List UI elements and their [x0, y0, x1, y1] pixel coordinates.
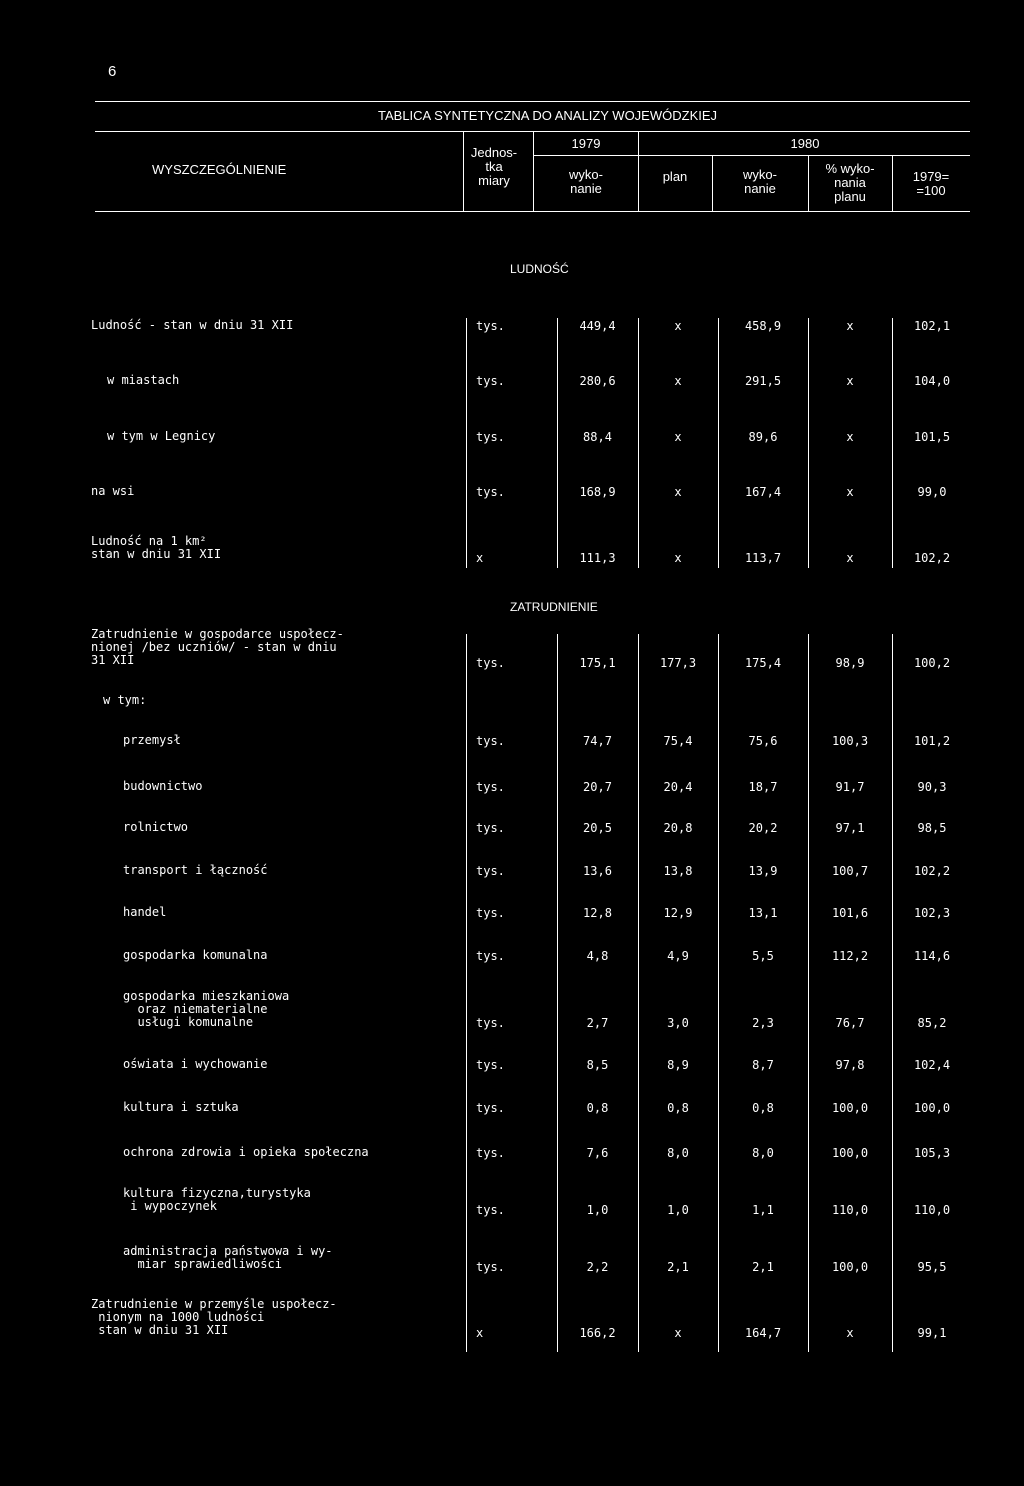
header-pct-plan: % wyko- nania planu — [825, 161, 875, 204]
row-label: oświata i wychowanie — [123, 1057, 268, 1071]
row-cell-pct: x — [846, 374, 854, 388]
row-cell-unit: tys. — [476, 949, 505, 963]
row-cell-plan: x — [674, 374, 682, 388]
row-cell-v1980: 0,8 — [752, 1101, 774, 1115]
row-cell-plan: x — [674, 551, 682, 565]
row-cell-idx: 99,1 — [917, 1326, 947, 1340]
row-label: handel — [123, 905, 167, 919]
row-cell-v1979: 20,7 — [583, 780, 612, 794]
row-cell-v1979: 7,6 — [586, 1146, 609, 1160]
header-year-1980: 1980 — [790, 136, 820, 151]
row-cell-pct: 101,6 — [831, 906, 869, 920]
row-cell-plan: 4,9 — [667, 949, 689, 963]
row-cell-v1979: 4,8 — [586, 949, 609, 963]
row-cell-idx: 114,6 — [913, 949, 951, 963]
row-cell-v1979: 1,0 — [586, 1203, 609, 1217]
row-cell-unit: x — [476, 1326, 484, 1340]
header-1979-wykonanie: wyko- nanie — [569, 167, 603, 196]
row-cell-v1979: 13,6 — [583, 864, 612, 878]
row-cell-v1980: 75,6 — [748, 734, 778, 748]
row-cell-plan: 177,3 — [659, 656, 697, 670]
row-cell-pct: x — [846, 1326, 854, 1340]
row-label: Zatrudnienie w gospodarce uspołecz- nionej /bez uczniów/ - stan w dniu 31 XII — [91, 627, 344, 667]
row-cell-pct: 100,0 — [831, 1146, 869, 1160]
header-plan: plan — [662, 169, 688, 184]
row-cell-pct: x — [846, 319, 854, 333]
page-number: 6 — [108, 63, 117, 80]
row-cell-idx: 90,3 — [917, 780, 947, 794]
row-cell-pct: 91,7 — [835, 780, 865, 794]
row-cell-plan: 12,9 — [663, 906, 693, 920]
row-cell-pct: 112,2 — [831, 949, 869, 963]
row-cell-v1980: 113,7 — [744, 551, 782, 565]
row-cell-unit: tys. — [476, 1101, 505, 1115]
row-label: w tym w Legnicy — [107, 429, 216, 443]
section-zatrudnienie: ZATRUDNIENIE — [510, 600, 598, 614]
row-cell-v1980: 8,0 — [752, 1146, 774, 1160]
row-cell-v1979: 8,5 — [586, 1058, 609, 1072]
row-cell-plan: 0,8 — [667, 1101, 689, 1115]
row-cell-v1979: 20,5 — [583, 821, 612, 835]
row-cell-v1979: 12,8 — [583, 906, 612, 920]
row-cell-idx: 100,2 — [913, 656, 951, 670]
header-year-1979: 1979 — [571, 136, 601, 151]
row-cell-v1979: 280,6 — [579, 374, 616, 388]
row-cell-unit: x — [476, 551, 484, 565]
row-label: kultura fizyczna,turystyka i wypoczynek — [123, 1186, 311, 1213]
row-cell-idx: 101,5 — [913, 430, 951, 444]
row-cell-unit: tys. — [476, 864, 505, 878]
row-cell-plan: 20,8 — [663, 821, 693, 835]
row-cell-plan: x — [674, 430, 682, 444]
row-cell-v1980: 167,4 — [744, 485, 782, 499]
row-label: transport i łączność — [123, 863, 268, 877]
row-label: budownictwo — [123, 779, 203, 793]
row-cell-unit: tys. — [476, 656, 505, 670]
row-cell-pct: 97,1 — [835, 821, 865, 835]
row-cell-v1980: 175,4 — [744, 656, 782, 670]
row-cell-plan: x — [674, 485, 682, 499]
row-label: w tym: — [103, 693, 147, 707]
row-label: gospodarka mieszkaniowa oraz niematerialne usługi komunalne — [123, 989, 290, 1029]
header-bottom-rule — [95, 211, 970, 212]
row-cell-v1980: 164,7 — [744, 1326, 782, 1340]
row-cell-unit: tys. — [476, 1058, 505, 1072]
row-cell-v1980: 20,2 — [748, 821, 778, 835]
row-cell-idx: 105,3 — [913, 1146, 951, 1160]
row-cell-v1980: 13,9 — [748, 864, 778, 878]
row-label: administracja państwowa i wy- miar sprawiedliwości — [123, 1244, 333, 1271]
row-label: w miastach — [107, 373, 180, 387]
row-cell-v1980: 5,5 — [752, 949, 774, 963]
row-cell-v1979: 168,9 — [579, 485, 616, 499]
row-cell-unit: tys. — [476, 319, 505, 333]
row-cell-unit: tys. — [476, 485, 505, 499]
row-cell-pct: 100,0 — [831, 1101, 869, 1115]
row-cell-pct: 97,8 — [835, 1058, 865, 1072]
row-label: przemysł — [123, 733, 181, 747]
row-cell-idx: 102,1 — [913, 319, 951, 333]
row-cell-pct: 100,0 — [831, 1260, 869, 1274]
row-cell-v1979: 2,2 — [586, 1260, 609, 1274]
row-cell-idx: 100,0 — [913, 1101, 951, 1115]
header-1980-wykonanie: wyko- nanie — [743, 167, 777, 196]
header-index: 1979= =100 — [912, 169, 950, 198]
row-cell-idx: 95,5 — [917, 1260, 947, 1274]
row-cell-unit: tys. — [476, 1260, 505, 1274]
row-cell-idx: 104,0 — [913, 374, 951, 388]
row-cell-plan: 3,0 — [667, 1016, 689, 1030]
row-cell-v1979: 175,1 — [579, 656, 616, 670]
row-cell-plan: 1,0 — [667, 1203, 689, 1217]
row-cell-plan: x — [674, 319, 682, 333]
row-cell-idx: 101,2 — [913, 734, 951, 748]
row-cell-v1979: 2,7 — [586, 1016, 609, 1030]
row-cell-pct: x — [846, 430, 854, 444]
row-cell-v1979: 0,8 — [586, 1101, 609, 1115]
row-cell-idx: 98,5 — [917, 821, 947, 835]
row-cell-unit: tys. — [476, 430, 505, 444]
header-col-unit: Jednos- tka miary — [470, 145, 518, 188]
row-cell-plan: 8,0 — [667, 1146, 689, 1160]
row-label: Ludność - stan w dniu 31 XII — [91, 318, 294, 332]
row-cell-plan: 2,1 — [667, 1260, 689, 1274]
row-cell-unit: tys. — [476, 734, 505, 748]
page-title: TABLICA SYNTETYCZNA DO ANALIZY WOJEWÓDZKIEJ — [378, 108, 718, 123]
row-cell-pct: 110,0 — [831, 1203, 869, 1217]
row-cell-v1980: 18,7 — [748, 780, 778, 794]
row-cell-plan: 13,8 — [663, 864, 693, 878]
row-cell-idx: 102,3 — [913, 906, 951, 920]
row-cell-v1980: 13,1 — [748, 906, 778, 920]
header-col-desc: WYSZCZEGÓLNIENIE — [152, 162, 287, 177]
row-cell-unit: tys. — [476, 374, 505, 388]
row-cell-v1980: 458,9 — [744, 319, 782, 333]
row-label: gospodarka komunalna — [123, 948, 268, 962]
row-cell-v1980: 2,1 — [752, 1260, 774, 1274]
row-cell-idx: 110,0 — [913, 1203, 951, 1217]
row-cell-plan: 20,4 — [663, 780, 693, 794]
row-cell-idx: 99,0 — [917, 485, 947, 499]
row-cell-v1980: 291,5 — [744, 374, 782, 388]
row-label: ochrona zdrowia i opieka społeczna — [123, 1145, 369, 1159]
row-cell-v1980: 8,7 — [752, 1058, 774, 1072]
row-cell-idx: 102,2 — [913, 551, 951, 565]
row-cell-unit: tys. — [476, 1016, 505, 1030]
row-cell-pct: x — [846, 551, 854, 565]
row-label: rolnictwo — [123, 820, 189, 834]
row-cell-pct: x — [846, 485, 854, 499]
row-cell-plan: x — [674, 1326, 682, 1340]
top-rule — [95, 101, 970, 102]
row-cell-pct: 100,3 — [831, 734, 869, 748]
row-cell-unit: tys. — [476, 780, 505, 794]
row-cell-pct: 100,7 — [831, 864, 869, 878]
row-label: kultura i sztuka — [123, 1100, 239, 1114]
row-cell-v1979: 74,7 — [583, 734, 612, 748]
row-cell-plan: 75,4 — [663, 734, 693, 748]
row-label: Ludność na 1 km² stan w dniu 31 XII — [91, 534, 222, 561]
row-cell-unit: tys. — [476, 1203, 505, 1217]
section-ludnosc: LUDNOŚĆ — [510, 262, 569, 276]
row-cell-v1979: 166,2 — [579, 1326, 616, 1340]
row-cell-plan: 8,9 — [667, 1058, 689, 1072]
row-cell-v1980: 2,3 — [752, 1016, 774, 1030]
row-label: Zatrudnienie w przemyśle uspołecz- nionym na 1000 ludności stan w dniu 31 XII — [91, 1297, 337, 1337]
row-cell-idx: 102,4 — [913, 1058, 951, 1072]
row-cell-idx: 102,2 — [913, 864, 951, 878]
row-cell-v1979: 449,4 — [579, 319, 616, 333]
row-cell-pct: 76,7 — [835, 1016, 865, 1030]
row-cell-v1980: 89,6 — [748, 430, 778, 444]
row-label: na wsi — [91, 484, 135, 498]
row-cell-unit: tys. — [476, 821, 505, 835]
row-cell-v1979: 88,4 — [583, 430, 612, 444]
row-cell-v1979: 111,3 — [579, 551, 616, 565]
row-cell-v1980: 1,1 — [752, 1203, 774, 1217]
row-cell-pct: 98,9 — [835, 656, 865, 670]
row-cell-idx: 85,2 — [917, 1016, 947, 1030]
row-cell-unit: tys. — [476, 1146, 505, 1160]
row-cell-unit: tys. — [476, 906, 505, 920]
